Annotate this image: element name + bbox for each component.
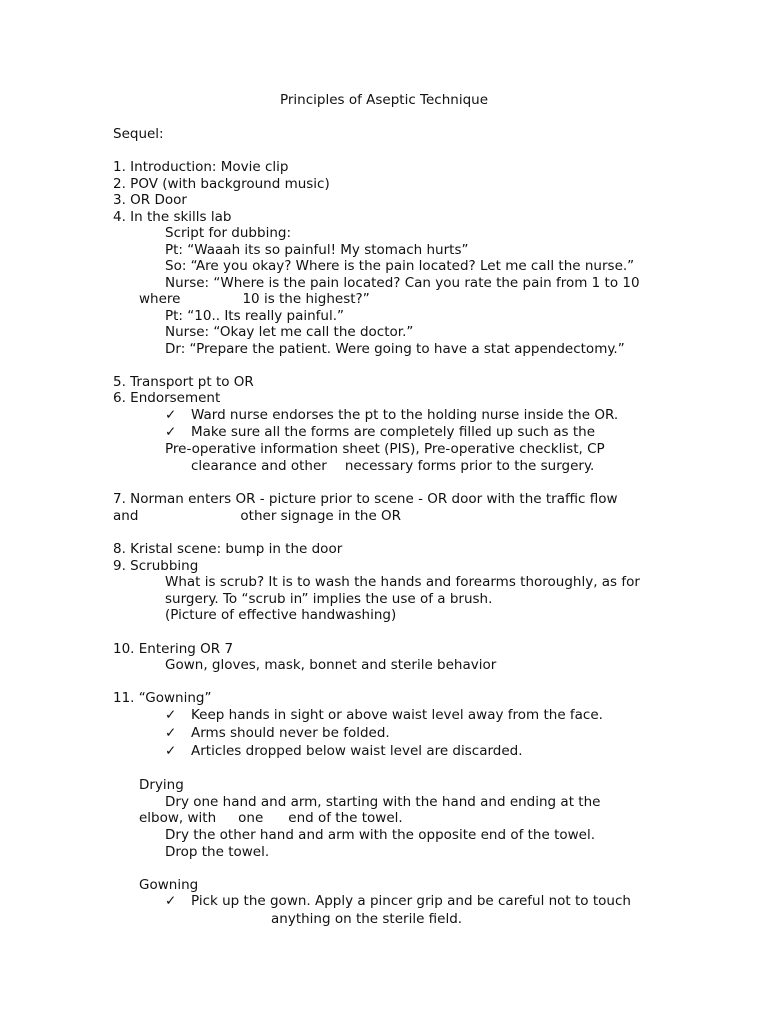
checkmark-icon: ✓ [165, 707, 177, 723]
script-line: Pt: “10.. Its really painful.” [165, 308, 345, 324]
list-item-5: 5. Transport pt to OR [113, 374, 254, 390]
checklist-text: Make sure all the forms are completely filled up such as the [191, 424, 596, 440]
checklist-item [165, 707, 603, 724]
checklist-item [165, 725, 390, 742]
paragraph-line: Dry one hand and arm, starting with the hand and ending at the [165, 794, 601, 810]
checklist-continuation: Pre-operative information sheet (PIS), Pre-operative checklist, CP [165, 441, 605, 457]
checkmark-icon: ✓ [165, 893, 177, 909]
subheading-drying: Drying [139, 777, 184, 793]
paragraph-line: surgery. To “scrub in” implies the use of a brush. [165, 591, 493, 607]
checklist-continuation: anything on the sterile field. [271, 911, 463, 927]
checkmark-icon: ✓ [165, 743, 177, 759]
script-line: Dr: “Prepare the patient. Were going to have a stat appendectomy.” [165, 341, 625, 357]
subheading-gowning: Gowning [139, 877, 199, 893]
text-fragment: necessary forms prior to the surgery. [344, 458, 595, 474]
list-item-3: 3. OR Door [113, 192, 187, 208]
text-fragment: elbow, with [139, 810, 217, 826]
script-line-tail: 10 is the highest?” [242, 291, 370, 307]
paragraph-line: (Picture of effective handwashing) [165, 607, 397, 623]
checklist-item [165, 407, 618, 424]
checklist-item [165, 743, 523, 760]
script-line: So: “Are you okay? Where is the pain located? Let me call the nurse.” [165, 258, 635, 274]
list-item-7-continuation [113, 508, 401, 525]
checklist-text: Arms should never be folded. [191, 725, 390, 741]
list-item-6: 6. Endorsement [113, 390, 221, 406]
script-label: Script for dubbing: [165, 225, 291, 241]
script-line: Nurse: “Okay let me call the doctor.” [165, 324, 414, 340]
page-title: Principles of Aseptic Technique [279, 92, 489, 108]
sequel-label: Sequel: [113, 126, 164, 142]
script-line-continuation [139, 291, 370, 308]
text-fragment: and [113, 508, 139, 524]
script-line: Nurse: “Where is the pain located? Can you rate the pain from 1 to 10 [165, 275, 640, 291]
checklist-item [165, 893, 631, 910]
list-item-8: 8. Kristal scene: bump in the door [113, 541, 343, 557]
checkmark-icon: ✓ [165, 407, 177, 423]
list-item-11: 11. “Gowning” [113, 690, 212, 706]
checkmark-icon: ✓ [165, 725, 177, 741]
script-line: Pt: “Waaah its so painful! My stomach hurts” [165, 242, 469, 258]
text-fragment: other signage in the OR [240, 508, 402, 524]
paragraph-line: Dry the other hand and arm with the opposite end of the towel. [165, 827, 596, 843]
script-word-where: where [139, 291, 181, 307]
list-item-7: 7. Norman enters OR - picture prior to scene - OR door with the traffic flow [113, 491, 618, 507]
checklist-text: Pick up the gown. Apply a pincer grip and be careful not to touch [191, 893, 631, 909]
list-item-9: 9. Scrubbing [113, 558, 199, 574]
text-fragment: end of the towel. [288, 810, 403, 826]
paragraph-line: What is scrub? It is to wash the hands and forearms thoroughly, as for [165, 574, 640, 590]
checklist-continuation [191, 458, 594, 475]
text-fragment: clearance and other [191, 458, 327, 474]
list-item-1: 1. Introduction: Movie clip [113, 159, 289, 175]
checklist-text: Ward nurse endorses the pt to the holding nurse inside the OR. [191, 407, 619, 423]
list-item-10: 10. Entering OR 7 [113, 641, 234, 657]
checkmark-icon: ✓ [165, 424, 177, 440]
checklist-text: Articles dropped below waist level are discarded. [191, 743, 523, 759]
list-item-4: 4. In the skills lab [113, 209, 232, 225]
text-fragment: one [238, 810, 264, 826]
paragraph-line [139, 810, 403, 827]
paragraph-line: Gown, gloves, mask, bonnet and sterile behavior [165, 657, 497, 673]
checklist-text: Keep hands in sight or above waist level away from the face. [191, 707, 603, 723]
list-item-2: 2. POV (with background music) [113, 176, 330, 192]
paragraph-line: Drop the towel. [165, 844, 270, 860]
checklist-item [165, 424, 595, 441]
